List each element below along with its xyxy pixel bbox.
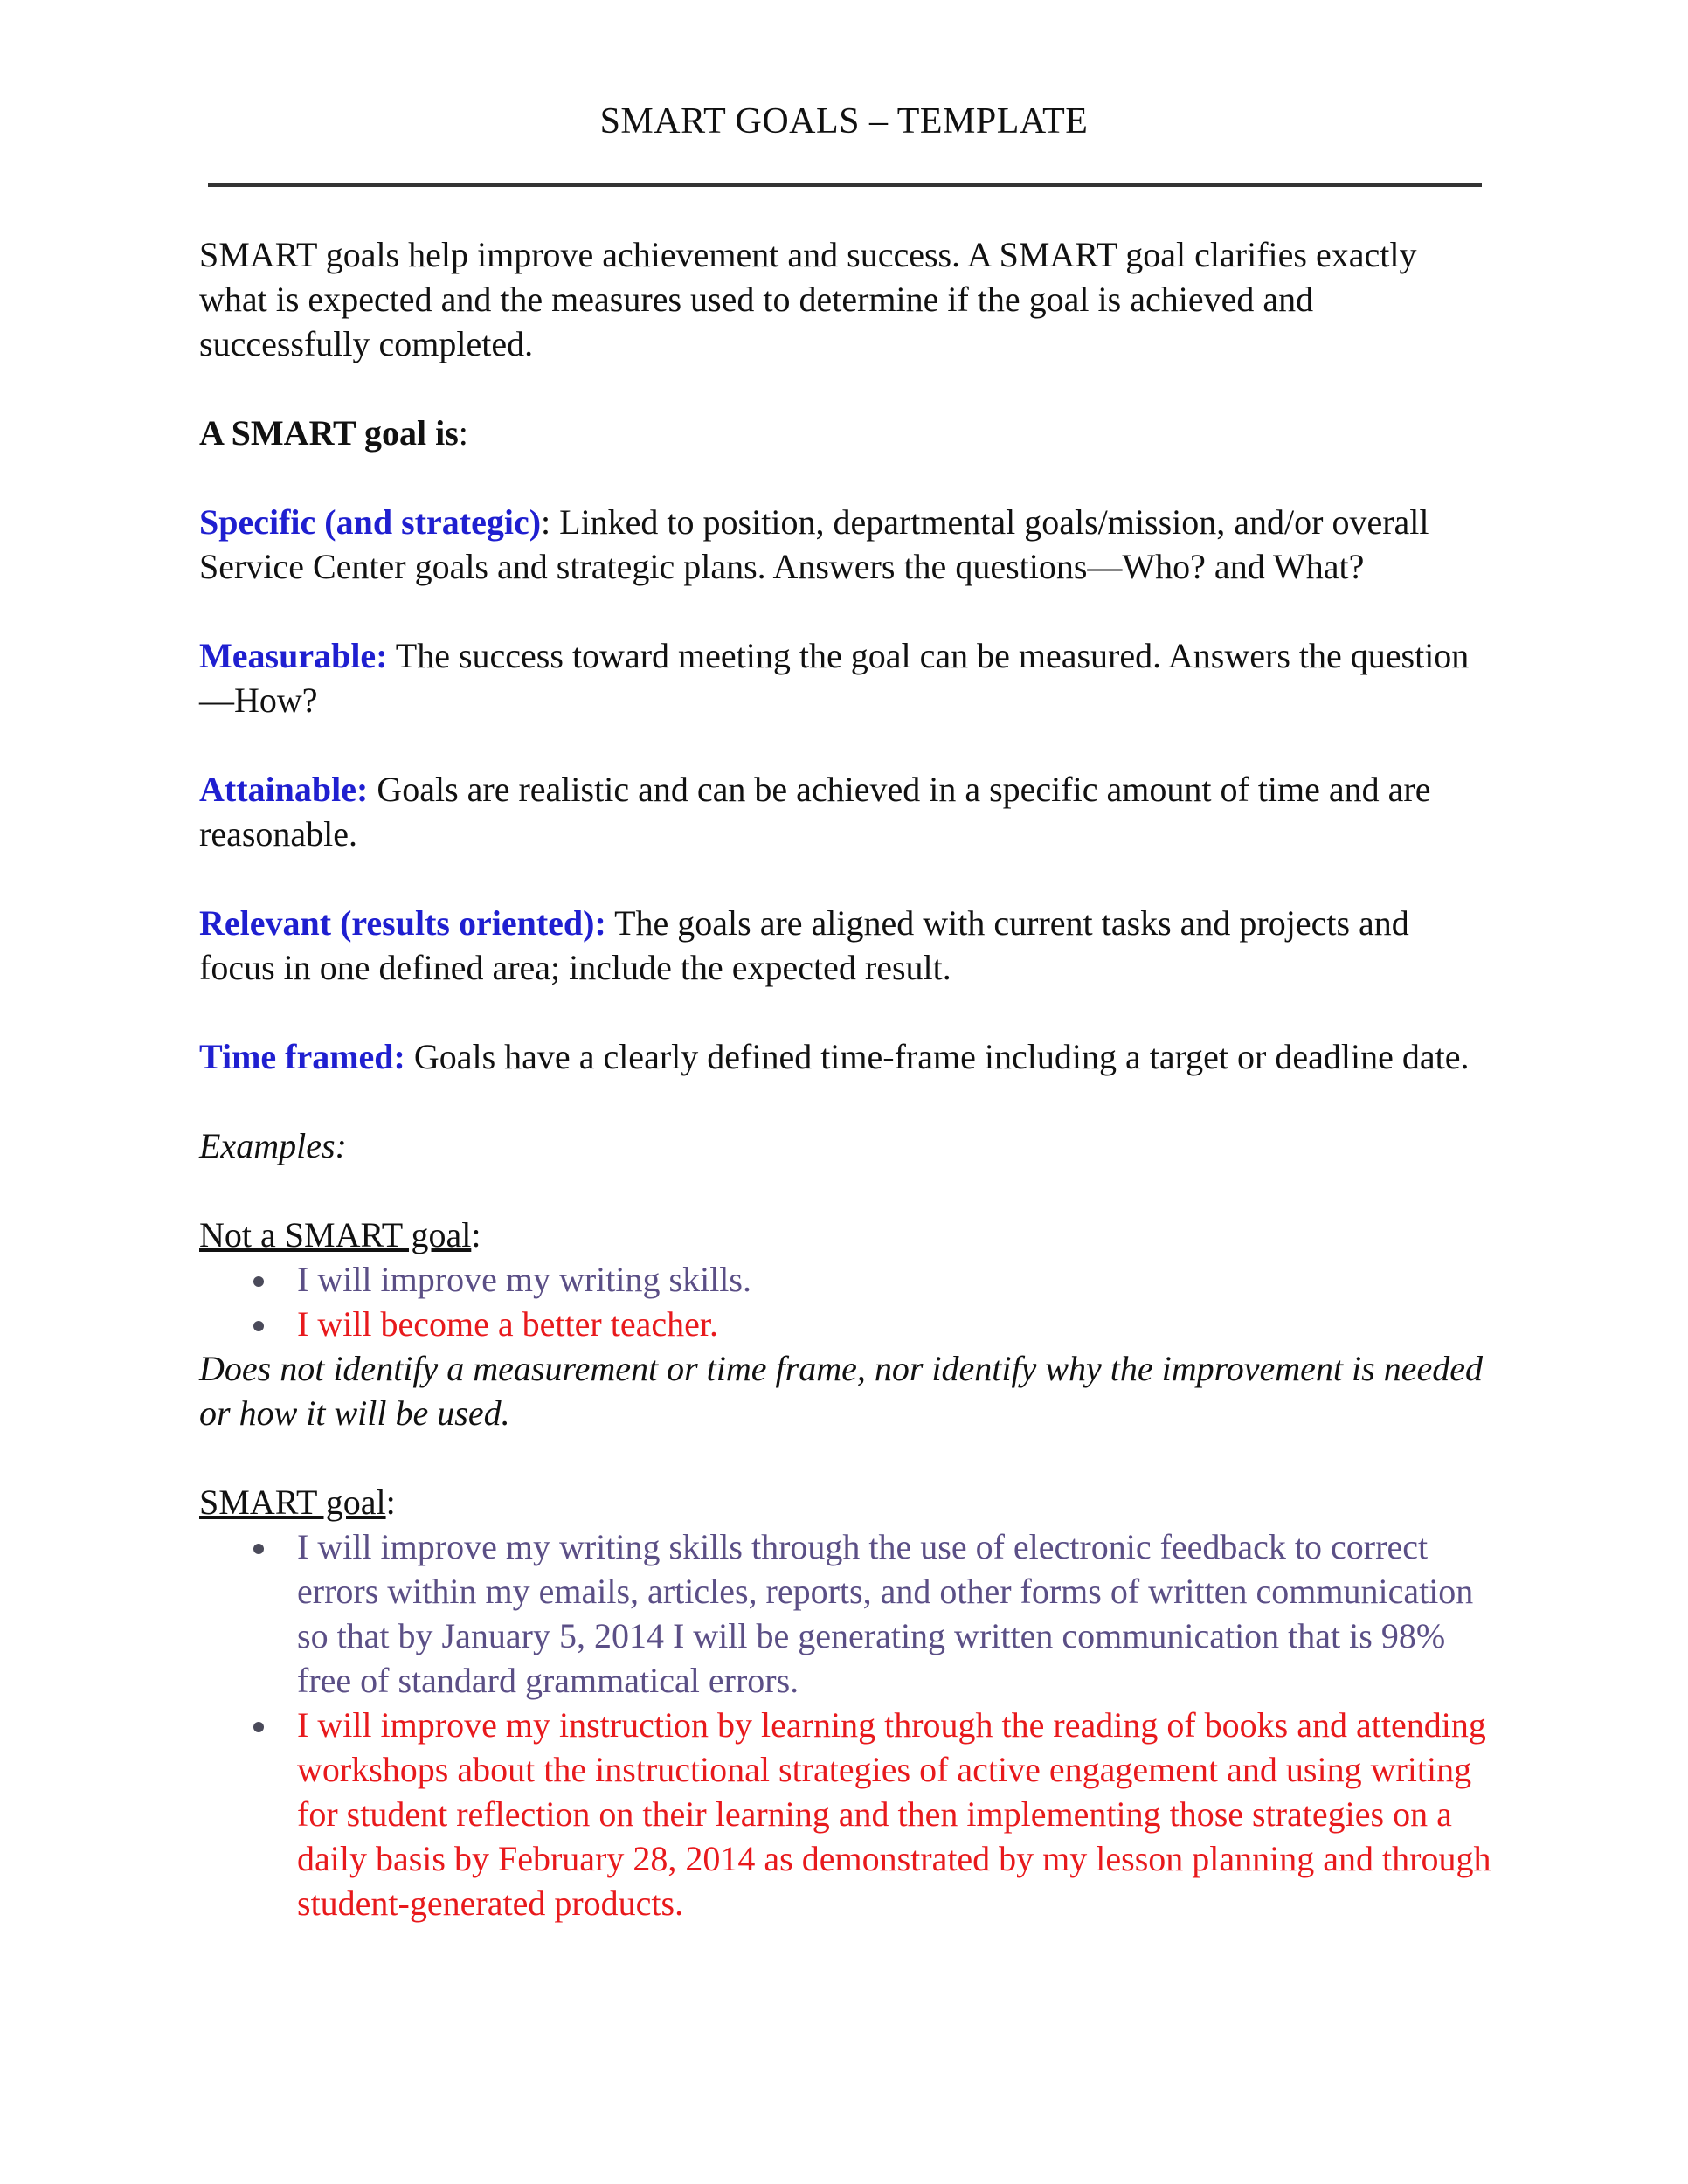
smart-heading-text: A SMART goal is (199, 413, 459, 453)
list-item-text: I will become a better teacher. (297, 1304, 718, 1344)
criterion-description: The success toward meeting the goal can be measured. Answers the question—How? (199, 636, 1470, 720)
list-item-text: I will improve my writing skills through the use of electronic feedback to correct errors within my emails, articles, reports, and other forms of written communication so that by January 5, 2014 I will be generating written communication that is 98% free of standard grammatical errors. (297, 1527, 1474, 1700)
bullet-icon (253, 1276, 264, 1287)
criterion-measurable (199, 633, 1492, 722)
smart-definition-heading (199, 411, 1492, 455)
not-smart-note: Does not identify a measurement or time frame, nor identify why the improvement is needed or how it will be used. (199, 1349, 1483, 1433)
not-smart-label: Not a SMART goal (199, 1215, 472, 1254)
criterion-term: Relevant (results oriented): (199, 903, 606, 943)
smart-list (199, 1524, 1492, 1925)
examples-label: Examples: (199, 1126, 347, 1165)
document-body (199, 232, 1492, 1925)
criterion-description: Goals have a clearly defined time-frame including a target or deadline date. (405, 1037, 1470, 1076)
smart-heading (199, 1480, 1492, 1524)
criterion-term: Time framed: (199, 1037, 405, 1076)
criterion-time-framed (199, 1034, 1492, 1079)
criterion-specific (199, 500, 1492, 589)
criterion-term: Measurable: (199, 636, 388, 675)
bullet-icon (253, 1722, 264, 1732)
smart-colon: : (385, 1482, 396, 1522)
criterion-description: Goals are realistic and can be achieved in a specific amount of time and are reasonable. (199, 770, 1431, 854)
bullet-icon (253, 1321, 264, 1331)
list-item (199, 1302, 1492, 1346)
criterion-description: The goals are aligned with current tasks and projects and focus in one defined area; include the expected result. (199, 903, 1409, 987)
criterion-relevant (199, 901, 1492, 990)
intro-paragraph: SMART goals help improve achievement and success. A SMART goal clarifies exactly what is expected and the measures used to determine if the goal is achieved and successfully completed. (199, 235, 1417, 363)
list-item (199, 1703, 1492, 1925)
page-title: SMART GOALS – TEMPLATE (599, 101, 1089, 142)
list-item-text: I will improve my instruction by learning through the reading of books and attending workshops about the instructional strategies of active engagement and using writing for student reflection on their learning and then implementing those strategies on a daily basis by February 28, 2014 as demonstrated by my lesson planning and through student-generated products. (297, 1705, 1491, 1923)
list-item (199, 1257, 1492, 1302)
not-smart-heading (199, 1213, 1492, 1257)
criterion-description: : Linked to position, departmental goals/mission, and/or overall Service Center goals and strategic plans. Answers the questions—Who? and What? (199, 502, 1429, 586)
list-item-text: I will improve my writing skills. (297, 1260, 751, 1299)
criterion-term: Specific (and strategic) (199, 502, 542, 542)
criterion-attainable (199, 767, 1492, 856)
smart-heading-colon: : (458, 413, 468, 453)
title-divider (208, 183, 1482, 187)
not-smart-list (199, 1257, 1492, 1346)
list-item (199, 1524, 1492, 1703)
not-smart-colon: : (471, 1215, 481, 1254)
smart-label: SMART goal (199, 1482, 386, 1522)
bullet-icon (253, 1544, 264, 1554)
criterion-term: Attainable: (199, 770, 369, 809)
